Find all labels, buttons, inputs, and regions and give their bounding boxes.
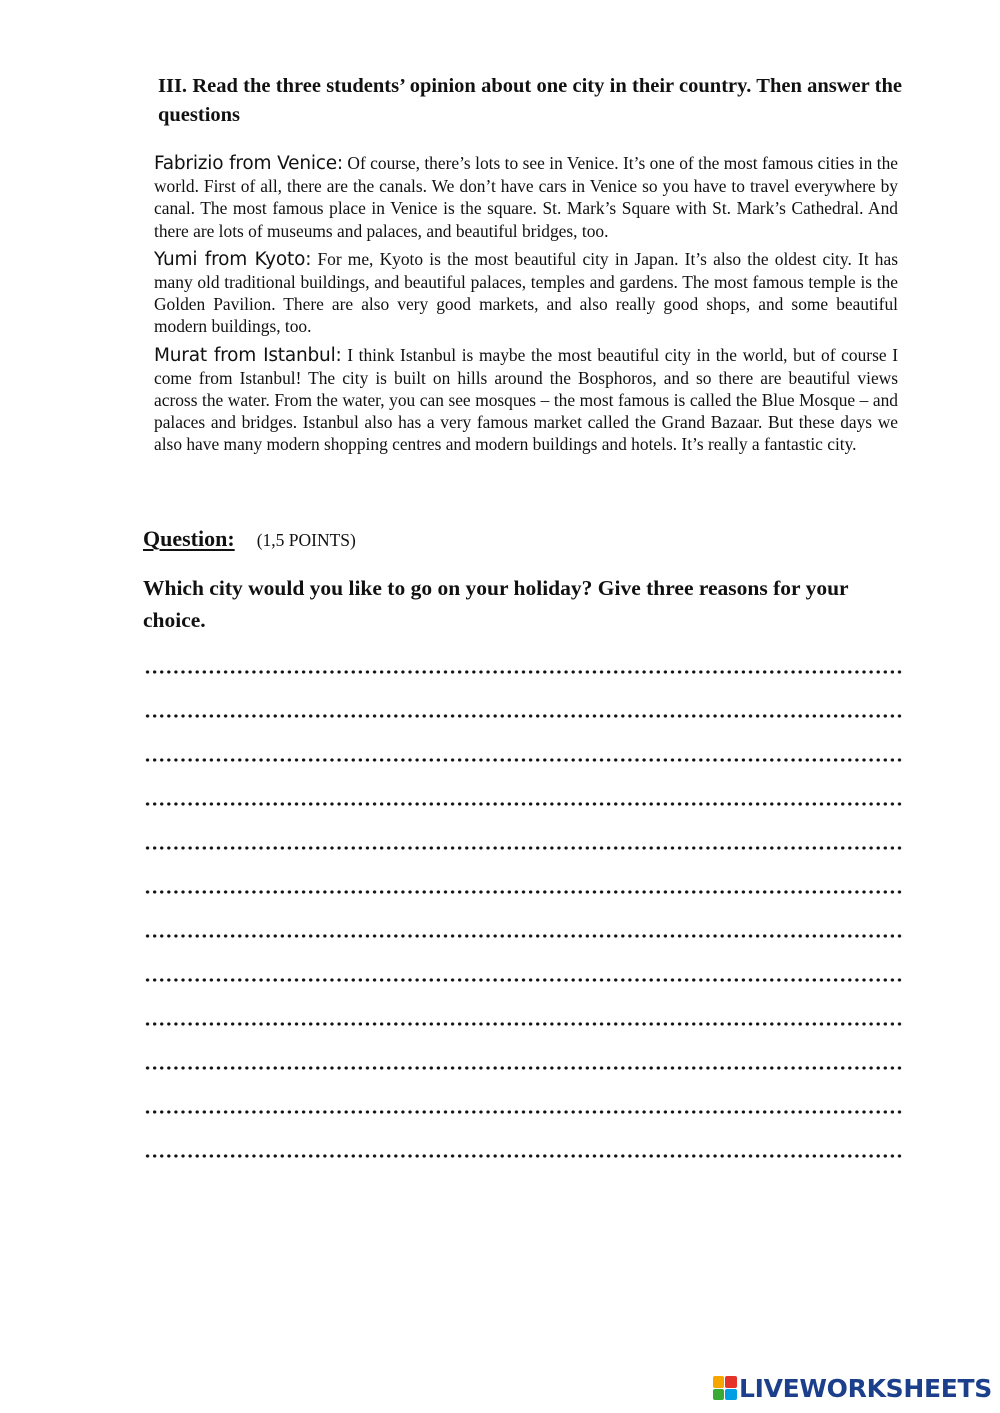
answer-line[interactable] — [144, 876, 902, 920]
answer-line[interactable] — [144, 1052, 902, 1096]
passage-text-yumi: For me, Kyoto is the most beautiful city in Japan. It’s also the oldest city. It has many old traditional buildings, and beautiful palaces, temples and gardens. The most famous temple is the Golden Pavilion. There are also very good markets, and also really good shops, and some beautiful modern buildings, too. — [154, 248, 898, 337]
answer-line[interactable] — [144, 700, 902, 744]
passage-murat — [154, 344, 898, 456]
passage-yumi — [154, 248, 898, 338]
answer-line[interactable] — [144, 788, 902, 832]
passage-fabrizio — [154, 152, 898, 242]
liveworksheets-logo-icon — [713, 1376, 737, 1400]
question-label: Question: — [143, 526, 235, 551]
answer-line[interactable] — [144, 920, 902, 964]
speaker-yumi: Yumi from Kyoto: — [154, 248, 312, 270]
liveworksheets-logo — [713, 1373, 992, 1403]
answer-line[interactable] — [144, 656, 902, 700]
liveworksheets-logo-text: LIVEWORKSHEETS — [738, 1373, 992, 1403]
question-header — [143, 526, 903, 556]
speaker-murat: Murat from Istanbul: — [154, 344, 342, 366]
answer-line[interactable] — [144, 1008, 902, 1052]
answer-line[interactable] — [144, 1096, 902, 1140]
logo-square — [725, 1376, 737, 1388]
question-prompt: Which city would you like to go on your holiday? Give three reasons for your choice. — [143, 576, 849, 632]
question-points: (1,5 POINTS) — [256, 530, 356, 550]
instruction-heading: III. Read the three students’ opinion about one city in their country. Then answer the questions — [158, 75, 902, 126]
answer-line[interactable] — [144, 832, 902, 876]
reading-passages — [154, 152, 898, 462]
logo-square — [713, 1376, 725, 1388]
passage-text-murat: I think Istanbul is maybe the most beautiful city in the world, but of course I come from Istanbul! The city is built on hills around the Bosphoros, and so there are beautiful views across the water. From the water, you can see mosques – the most famous is called the Blue Mosque – and palaces and bridges. Istanbul also has a very famous market called the Grand Bazaar. But these days we also have many modern shopping centres and modern buildings and hotels. It’s really a fantastic city. — [154, 344, 899, 455]
answer-line[interactable] — [144, 1140, 902, 1184]
passage-text-fabrizio: Of course, there’s lots to see in Venice. It’s one of the most famous cities in the world. First of all, there are the canals. We don’t have cars in Venice so you have to travel everywhere by canal. The most famous place in Venice is the square. St. Mark’s Square with St. Mark’s Cathedral. And there are lots of museums and palaces, and beautiful bridges, too. — [154, 153, 898, 241]
speaker-fabrizio: Fabrizio from Venice: — [154, 153, 343, 174]
answer-line[interactable] — [144, 964, 902, 1008]
logo-square — [713, 1389, 725, 1401]
answer-line[interactable] — [144, 744, 902, 788]
logo-square — [725, 1389, 737, 1401]
answer-area[interactable] — [144, 656, 902, 1184]
